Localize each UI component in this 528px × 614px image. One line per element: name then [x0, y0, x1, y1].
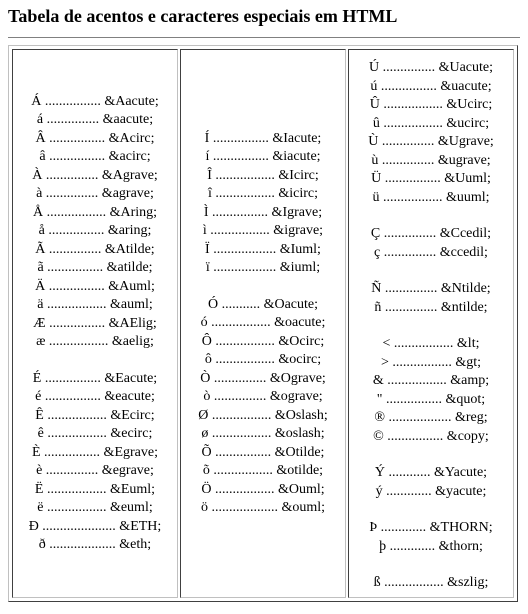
- entity-line: é ................ &eacute;: [35, 389, 155, 404]
- entity-line: Ò ............... &Ograve;: [200, 370, 326, 386]
- entity-line: Õ ................ &Otilde;: [201, 444, 325, 460]
- entity-line: á ............... &aacute;: [36, 112, 154, 127]
- entity-line: À ............... &Agrave;: [32, 167, 158, 183]
- entity-line: ý ............. &yacute;: [375, 483, 487, 499]
- entity-group: [375, 464, 487, 501]
- entity-line: < ................. &lt;: [382, 336, 480, 351]
- table-cell-column-2: [180, 49, 346, 598]
- entity-line: Ð ..................... &ETH;: [28, 518, 162, 534]
- entity-line: Ë ................. &Euml;: [34, 481, 156, 497]
- entity-line: í ................ &iacute;: [205, 149, 321, 164]
- entity-line: è ............... &egrave;: [36, 463, 154, 478]
- entity-group: [371, 280, 490, 317]
- entity-line: ù ............... &ugrave;: [371, 152, 491, 168]
- entity-group: [368, 59, 494, 207]
- entity-line: ä ................. &auml;: [37, 297, 153, 312]
- entity-line: Î ................. &Icirc;: [207, 167, 319, 183]
- entity-line: Í ................ &Iacute;: [204, 130, 322, 146]
- entity-line: Û ................. &Ucirc;: [369, 97, 493, 112]
- entity-line: ú ................ &uacute;: [370, 78, 492, 94]
- entity-line: à ............... &agrave;: [36, 186, 154, 201]
- entity-line: ç ............... &ccedil;: [374, 244, 488, 260]
- entity-line: æ ................. &aelig;: [36, 334, 154, 349]
- entity-line: Ù ............... &Ugrave;: [368, 134, 494, 149]
- entity-line: Ä ................ &Auml;: [35, 278, 155, 294]
- entity-line: Ì ................ &Igrave;: [203, 204, 323, 220]
- entity-line: © ................ &copy;: [373, 428, 489, 444]
- entity-line: Ñ ............... &Ntilde;: [371, 281, 491, 296]
- entity-line: ï .................. &iuml;: [205, 260, 321, 275]
- entity-line: Â ................ &Acirc;: [35, 130, 155, 146]
- entity-line: Ú ............... &Uacute;: [368, 60, 494, 75]
- entity-line: Ê ................. &Ecirc;: [35, 407, 155, 423]
- entity-group: [374, 574, 489, 593]
- entity-line: Ø ................. &Oslash;: [198, 407, 328, 423]
- entity-line: ð ................... &eth;: [38, 537, 152, 552]
- entity-line: î ................. &icirc;: [207, 186, 319, 201]
- entity-line: õ ................. &otilde;: [202, 463, 324, 478]
- entity-line: > ................. &gt;: [380, 354, 482, 370]
- entity-group: [373, 335, 489, 446]
- entity-line: È ................ &Egrave;: [32, 444, 158, 460]
- entity-line: ñ ............... &ntilde;: [374, 299, 488, 315]
- page-title: Tabela de acentos e caracteres especiais em HTML: [8, 6, 398, 26]
- entity-line: Ö ................. &Ouml;: [201, 481, 325, 497]
- entity-line: å ................ &aring;: [38, 223, 152, 238]
- entity-line: û ................. &ucirc;: [372, 115, 490, 131]
- entity-line: Ã ............... &Atilde;: [35, 241, 155, 257]
- entity-line: ü ................. &uuml;: [372, 189, 490, 205]
- table-cell-column-3: [348, 49, 514, 598]
- entity-line: É ................ &Eacute;: [32, 370, 158, 386]
- entity-line: Å ................. &Aring;: [32, 204, 158, 220]
- entity-line: ö ................... &ouml;: [200, 500, 326, 515]
- entity-line: â ................ &acirc;: [39, 149, 151, 164]
- entity-line: ® .................. &reg;: [374, 410, 488, 425]
- entity-line: Ü ................ &Uuml;: [371, 171, 491, 186]
- entity-group: [198, 296, 328, 518]
- entity-line: ê ................. &ecirc;: [37, 426, 153, 441]
- entity-line: ß ................. &szlig;: [373, 575, 489, 590]
- entity-line: & ................. &amp;: [372, 373, 490, 388]
- entities-table: [8, 45, 518, 602]
- entity-line: ó ................. &oacute;: [200, 315, 326, 330]
- entity-line: ô ................. &ocirc;: [204, 352, 322, 367]
- entity-line: þ ............. &thorn;: [379, 538, 483, 554]
- entity-line: Ç ............... &Ccedil;: [370, 226, 492, 241]
- entity-line: ã ................ &atilde;: [37, 260, 153, 275]
- entity-group: [371, 225, 491, 262]
- entity-line: Þ ............. &THORN;: [369, 520, 493, 535]
- entity-group: [203, 130, 323, 278]
- entity-group: [29, 370, 162, 555]
- entity-line: ë ................. &euml;: [37, 500, 153, 515]
- entity-line: Ó ........... &Oacute;: [207, 296, 319, 312]
- entity-line: Ý ............ &Yacute;: [374, 465, 488, 480]
- table-cell-column-1: [12, 49, 178, 598]
- horizontal-rule: [8, 37, 520, 39]
- entity-line: Á ................ &Aacute;: [31, 93, 159, 109]
- entity-line: Ô ................. &Ocirc;: [201, 333, 325, 349]
- entity-line: Ï .................. &Iuml;: [205, 241, 321, 257]
- entity-line: ì ................. &igrave;: [202, 223, 324, 238]
- entity-line: Æ ................ &AElig;: [33, 315, 157, 331]
- entity-group: [31, 93, 159, 352]
- entity-group: [369, 519, 492, 556]
- entity-line: ò ............... &ograve;: [203, 389, 323, 404]
- entity-line: ø ................. &oslash;: [201, 426, 325, 441]
- entity-line: " ................ &quot;: [376, 391, 486, 407]
